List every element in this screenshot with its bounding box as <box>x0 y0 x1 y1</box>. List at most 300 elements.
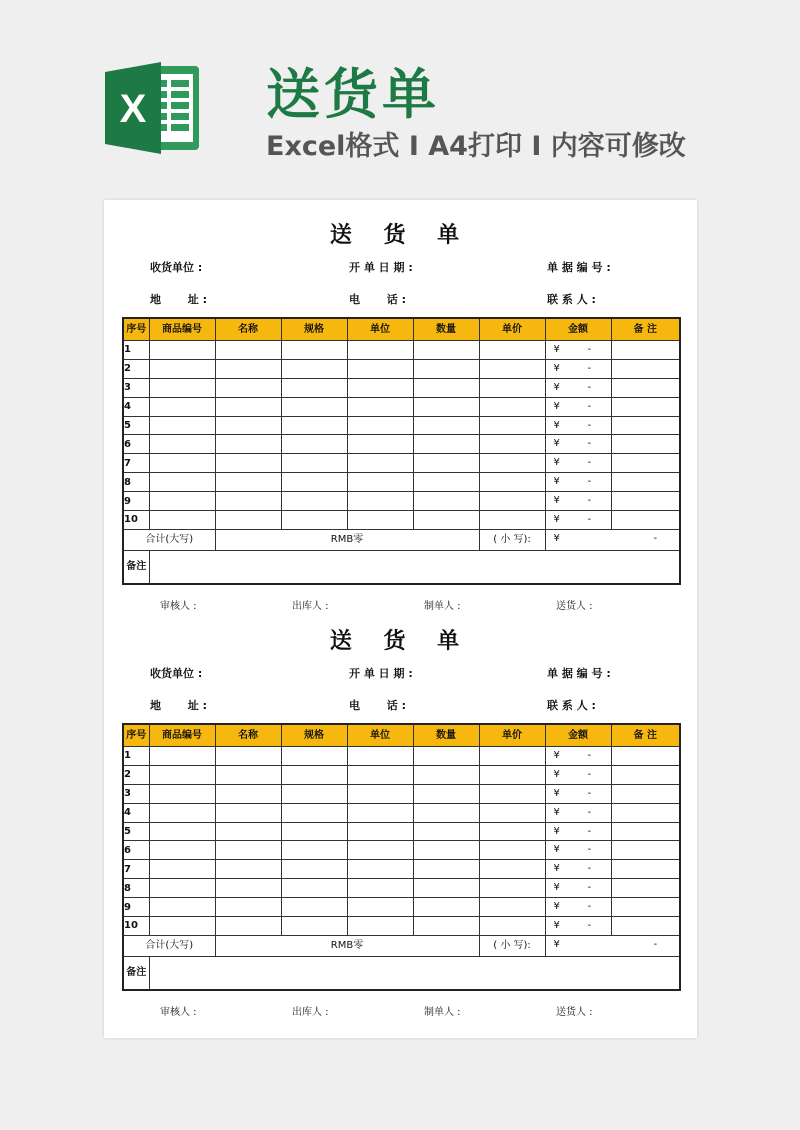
amount-cell[interactable] <box>545 378 611 397</box>
row-number: 3 <box>123 378 149 397</box>
column-header: 规格 <box>281 318 347 341</box>
row-number: 10 <box>123 917 149 936</box>
table-cell[interactable] <box>347 747 413 766</box>
table-cell[interactable] <box>149 378 215 397</box>
column-header: 单价 <box>479 724 545 747</box>
column-header: 商品编号 <box>149 724 215 747</box>
amount-dash: - <box>587 882 592 894</box>
table-cell[interactable] <box>479 822 545 841</box>
deliverer-label: 送货人 : <box>556 1007 593 1018</box>
remark-cell[interactable] <box>611 765 680 784</box>
table-cell[interactable] <box>413 822 479 841</box>
table-cell[interactable] <box>215 784 281 803</box>
page-subtitle: Excel格式 I A4打印 I 内容可修改 <box>266 131 686 162</box>
doc-no-label: 单 据 编 号 : <box>547 667 611 680</box>
table-cell[interactable] <box>347 511 413 530</box>
table-cell[interactable] <box>149 803 215 822</box>
doc-no-label: 单 据 编 号 : <box>547 261 611 274</box>
table-cell[interactable] <box>479 747 545 766</box>
table-cell[interactable] <box>347 473 413 492</box>
remark-label: 备注 <box>123 956 149 990</box>
amount-cell[interactable] <box>545 511 611 530</box>
date-label: 开 单 日 期 : <box>349 261 413 274</box>
contact-label: 联 系 人 : <box>547 699 596 712</box>
total-dash: - <box>653 532 658 544</box>
table-cell[interactable] <box>215 511 281 530</box>
contact-label: 联 系 人 : <box>547 293 596 306</box>
table-row <box>123 341 680 360</box>
remark-cell[interactable] <box>611 803 680 822</box>
table-cell[interactable] <box>149 765 215 784</box>
table-cell[interactable] <box>215 879 281 898</box>
table-row <box>123 435 680 454</box>
row-number: 9 <box>123 492 149 511</box>
table-cell[interactable] <box>215 397 281 416</box>
amount-cell[interactable] <box>545 879 611 898</box>
column-header: 单位 <box>347 724 413 747</box>
table-row <box>123 822 680 841</box>
table-row <box>123 359 680 378</box>
remark-cell[interactable] <box>611 841 680 860</box>
table-cell[interactable] <box>479 454 545 473</box>
table-cell[interactable] <box>281 416 347 435</box>
total-row <box>123 935 680 956</box>
table-row <box>123 898 680 917</box>
total-rmb[interactable]: RMB零 <box>215 935 479 956</box>
table-cell[interactable] <box>281 397 347 416</box>
remark-cell[interactable] <box>611 397 680 416</box>
remark-cell[interactable] <box>611 435 680 454</box>
reviewer-label: 审核人 : <box>160 1007 197 1018</box>
table-cell[interactable] <box>281 378 347 397</box>
table-cell[interactable] <box>215 435 281 454</box>
table-cell[interactable] <box>215 841 281 860</box>
table-cell[interactable] <box>413 917 479 936</box>
table-cell[interactable] <box>215 803 281 822</box>
table-cell[interactable] <box>281 341 347 360</box>
phone-label: 电 话 : <box>349 293 407 306</box>
table-cell[interactable] <box>281 860 347 879</box>
column-header: 金额 <box>545 318 611 341</box>
table-cell[interactable] <box>347 898 413 917</box>
table-cell[interactable] <box>479 416 545 435</box>
table-cell[interactable] <box>215 822 281 841</box>
table-cell[interactable] <box>149 473 215 492</box>
deliverer-label: 送货人 : <box>556 601 593 612</box>
amount-cell[interactable] <box>545 747 611 766</box>
remark-cell[interactable] <box>611 898 680 917</box>
amount-dash: - <box>587 457 592 469</box>
table-cell[interactable] <box>281 822 347 841</box>
table-row <box>123 765 680 784</box>
warehouse-label: 出库人 : <box>292 601 329 612</box>
table-cell[interactable] <box>281 898 347 917</box>
currency-symbol: ¥ <box>553 344 560 355</box>
remark-cell[interactable] <box>611 860 680 879</box>
amount-dash: - <box>587 514 592 526</box>
total-rmb[interactable]: RMB零 <box>215 529 479 550</box>
table-cell[interactable] <box>479 435 545 454</box>
table-cell[interactable] <box>281 359 347 378</box>
currency-symbol: ¥ <box>553 806 560 818</box>
table-cell[interactable] <box>347 341 413 360</box>
row-number: 1 <box>123 747 149 766</box>
amount-dash: - <box>587 863 592 875</box>
table-cell[interactable] <box>479 860 545 879</box>
table-cell[interactable] <box>413 378 479 397</box>
table-cell[interactable] <box>149 435 215 454</box>
remark-cell[interactable] <box>611 822 680 841</box>
table-cell[interactable] <box>479 511 545 530</box>
currency-symbol: ¥ <box>553 863 560 875</box>
amount-cell[interactable] <box>545 841 611 860</box>
currency-symbol: ¥ <box>553 825 560 837</box>
excel-icon <box>103 58 203 158</box>
table-cell[interactable] <box>347 492 413 511</box>
amount-cell[interactable] <box>545 492 611 511</box>
table-row <box>123 454 680 473</box>
amount-dash: - <box>587 750 592 761</box>
table-cell[interactable] <box>281 492 347 511</box>
reviewer-label: 审核人 : <box>160 601 197 612</box>
goods-table <box>122 317 681 585</box>
table-cell[interactable] <box>347 784 413 803</box>
table-row <box>123 747 680 766</box>
remark-field[interactable] <box>149 550 680 584</box>
table-cell[interactable] <box>149 747 215 766</box>
phone-label: 电 话 : <box>349 699 407 712</box>
column-header: 金额 <box>545 724 611 747</box>
table-cell[interactable] <box>281 454 347 473</box>
remark-cell[interactable] <box>611 454 680 473</box>
currency-symbol: ¥ <box>553 920 560 932</box>
remark-cell[interactable] <box>611 473 680 492</box>
table-cell[interactable] <box>215 898 281 917</box>
remark-cell[interactable] <box>611 492 680 511</box>
total-small-label: ( 小 写): <box>479 529 545 550</box>
row-number: 8 <box>123 879 149 898</box>
row-number: 1 <box>123 341 149 360</box>
remark-cell[interactable] <box>611 359 680 378</box>
currency-symbol: ¥ <box>553 400 560 412</box>
row-number: 10 <box>123 511 149 530</box>
amount-cell[interactable] <box>545 898 611 917</box>
currency-symbol: ¥ <box>553 787 560 799</box>
table-cell[interactable] <box>281 511 347 530</box>
column-header: 序号 <box>123 318 149 341</box>
remark-field[interactable] <box>149 956 680 990</box>
table-cell[interactable] <box>479 397 545 416</box>
currency-symbol: ¥ <box>553 901 560 913</box>
amount-cell[interactable] <box>545 860 611 879</box>
table-cell[interactable] <box>215 416 281 435</box>
table-cell[interactable] <box>281 473 347 492</box>
table-cell[interactable] <box>281 747 347 766</box>
table-cell[interactable] <box>215 492 281 511</box>
table-cell[interactable] <box>479 359 545 378</box>
remark-cell[interactable] <box>611 378 680 397</box>
table-cell[interactable] <box>281 784 347 803</box>
remark-label: 备注 <box>123 550 149 584</box>
row-number: 6 <box>123 841 149 860</box>
table-cell[interactable] <box>281 879 347 898</box>
currency-symbol: ¥ <box>553 419 560 431</box>
table-cell[interactable] <box>413 341 479 360</box>
amount-cell[interactable] <box>545 397 611 416</box>
amount-dash: - <box>587 495 592 507</box>
table-cell[interactable] <box>347 765 413 784</box>
maker-label: 制单人 : <box>424 601 461 612</box>
table-cell[interactable] <box>347 879 413 898</box>
currency-symbol: ¥ <box>553 457 560 469</box>
row-number: 3 <box>123 784 149 803</box>
remark-cell[interactable] <box>611 341 680 360</box>
amount-cell[interactable] <box>545 435 611 454</box>
table-cell[interactable] <box>413 397 479 416</box>
table-header-row <box>123 724 680 747</box>
table-row <box>123 492 680 511</box>
table-cell[interactable] <box>479 765 545 784</box>
table-cell[interactable] <box>149 397 215 416</box>
table-cell[interactable] <box>215 454 281 473</box>
table-header-row <box>123 318 680 341</box>
table-cell[interactable] <box>479 879 545 898</box>
table-row <box>123 784 680 803</box>
warehouse-label: 出库人 : <box>292 1007 329 1018</box>
table-row <box>123 378 680 397</box>
amount-cell[interactable] <box>545 454 611 473</box>
amount-cell[interactable] <box>545 822 611 841</box>
currency-symbol: ¥ <box>553 882 560 894</box>
table-cell[interactable] <box>281 435 347 454</box>
form-title: 送 货 单 <box>329 629 472 654</box>
currency-symbol: ¥ <box>553 476 560 488</box>
table-cell[interactable] <box>413 473 479 492</box>
currency-symbol: ¥ <box>553 938 560 950</box>
column-header: 数量 <box>413 724 479 747</box>
table-cell[interactable] <box>281 803 347 822</box>
table-cell[interactable] <box>149 841 215 860</box>
table-cell[interactable] <box>149 511 215 530</box>
table-cell[interactable] <box>479 378 545 397</box>
currency-symbol: ¥ <box>553 768 560 780</box>
table-cell[interactable] <box>347 822 413 841</box>
table-row <box>123 397 680 416</box>
table-cell[interactable] <box>479 473 545 492</box>
amount-cell[interactable] <box>545 359 611 378</box>
table-cell[interactable] <box>215 378 281 397</box>
total-amount[interactable] <box>545 529 680 550</box>
remark-row <box>123 550 680 584</box>
table-cell[interactable] <box>413 898 479 917</box>
amount-dash: - <box>587 438 592 450</box>
remark-cell[interactable] <box>611 747 680 766</box>
receiver-label: 收货单位 : <box>150 261 203 274</box>
currency-symbol: ¥ <box>553 381 560 393</box>
table-cell[interactable] <box>413 435 479 454</box>
table-cell[interactable] <box>215 341 281 360</box>
currency-symbol: ¥ <box>553 844 560 856</box>
column-header: 名称 <box>215 724 281 747</box>
table-row <box>123 416 680 435</box>
paper-sheet <box>104 200 697 1038</box>
row-number: 9 <box>123 898 149 917</box>
amount-dash: - <box>587 920 592 932</box>
total-small-label: ( 小 写): <box>479 935 545 956</box>
amount-cell[interactable] <box>545 473 611 492</box>
table-cell[interactable] <box>149 917 215 936</box>
currency-symbol: ¥ <box>553 514 560 526</box>
excel-logo-letter: X <box>119 87 147 131</box>
table-cell[interactable] <box>215 747 281 766</box>
row-number: 6 <box>123 435 149 454</box>
address-label: 地 址 : <box>150 293 208 306</box>
table-cell[interactable] <box>413 359 479 378</box>
column-header: 单价 <box>479 318 545 341</box>
page-title: 送货单 <box>266 63 440 126</box>
column-header: 序号 <box>123 724 149 747</box>
row-number: 2 <box>123 765 149 784</box>
form-title: 送 货 单 <box>329 223 472 248</box>
currency-symbol: ¥ <box>553 750 560 761</box>
amount-cell[interactable] <box>545 341 611 360</box>
table-cell[interactable] <box>413 511 479 530</box>
table-cell[interactable] <box>413 416 479 435</box>
column-header: 数量 <box>413 318 479 341</box>
table-cell[interactable] <box>479 803 545 822</box>
amount-dash: - <box>587 419 592 431</box>
table-cell[interactable] <box>479 784 545 803</box>
remark-cell[interactable] <box>611 416 680 435</box>
table-cell[interactable] <box>413 492 479 511</box>
table-row <box>123 841 680 860</box>
table-cell[interactable] <box>149 879 215 898</box>
table-cell[interactable] <box>149 454 215 473</box>
amount-dash: - <box>587 825 592 837</box>
currency-symbol: ¥ <box>553 495 560 507</box>
table-cell[interactable] <box>347 359 413 378</box>
table-cell[interactable] <box>413 803 479 822</box>
goods-table <box>122 723 681 991</box>
table-cell[interactable] <box>479 898 545 917</box>
amount-dash: - <box>587 400 592 412</box>
table-cell[interactable] <box>149 492 215 511</box>
row-number: 8 <box>123 473 149 492</box>
amount-dash: - <box>587 844 592 856</box>
table-cell[interactable] <box>413 747 479 766</box>
table-cell[interactable] <box>413 784 479 803</box>
table-row <box>123 803 680 822</box>
table-cell[interactable] <box>479 341 545 360</box>
table-cell[interactable] <box>149 822 215 841</box>
column-header: 名称 <box>215 318 281 341</box>
table-cell[interactable] <box>281 917 347 936</box>
table-cell[interactable] <box>215 765 281 784</box>
column-header: 单位 <box>347 318 413 341</box>
amount-cell[interactable] <box>545 784 611 803</box>
amount-dash: - <box>587 806 592 818</box>
table-cell[interactable] <box>149 860 215 879</box>
column-header: 商品编号 <box>149 318 215 341</box>
maker-label: 制单人 : <box>424 1007 461 1018</box>
table-cell[interactable] <box>347 378 413 397</box>
amount-dash: - <box>587 476 592 488</box>
table-cell[interactable] <box>149 898 215 917</box>
table-cell[interactable] <box>215 473 281 492</box>
table-cell[interactable] <box>347 416 413 435</box>
amount-dash: - <box>587 362 592 374</box>
remark-cell[interactable] <box>611 784 680 803</box>
table-cell[interactable] <box>413 841 479 860</box>
table-row <box>123 879 680 898</box>
table-cell[interactable] <box>149 359 215 378</box>
table-cell[interactable] <box>479 841 545 860</box>
table-cell[interactable] <box>215 917 281 936</box>
table-cell[interactable] <box>149 341 215 360</box>
remark-cell[interactable] <box>611 917 680 936</box>
table-cell[interactable] <box>479 492 545 511</box>
amount-cell[interactable] <box>545 765 611 784</box>
total-label: 合计(大写) <box>123 935 215 956</box>
remark-cell[interactable] <box>611 879 680 898</box>
table-cell[interactable] <box>413 454 479 473</box>
table-row <box>123 511 680 530</box>
table-cell[interactable] <box>479 917 545 936</box>
table-cell[interactable] <box>149 784 215 803</box>
column-header: 备 注 <box>611 318 680 341</box>
table-cell[interactable] <box>149 416 215 435</box>
amount-dash: - <box>587 787 592 799</box>
total-dash: - <box>653 938 658 950</box>
column-header: 规格 <box>281 724 347 747</box>
table-cell[interactable] <box>347 841 413 860</box>
row-number: 5 <box>123 416 149 435</box>
remark-row <box>123 956 680 990</box>
table-cell[interactable] <box>281 841 347 860</box>
table-cell[interactable] <box>347 454 413 473</box>
table-cell[interactable] <box>215 359 281 378</box>
currency-symbol: ¥ <box>553 532 560 544</box>
amount-dash: - <box>587 344 592 355</box>
table-cell[interactable] <box>347 803 413 822</box>
row-number: 7 <box>123 454 149 473</box>
amount-cell[interactable] <box>545 917 611 936</box>
amount-dash: - <box>587 768 592 780</box>
header <box>0 0 800 200</box>
row-number: 2 <box>123 359 149 378</box>
amount-dash: - <box>587 381 592 393</box>
address-label: 地 址 : <box>150 699 208 712</box>
table-cell[interactable] <box>347 435 413 454</box>
remark-cell[interactable] <box>611 511 680 530</box>
table-cell[interactable] <box>215 860 281 879</box>
table-row <box>123 860 680 879</box>
table-cell[interactable] <box>413 860 479 879</box>
table-cell[interactable] <box>413 765 479 784</box>
amount-cell[interactable] <box>545 416 611 435</box>
table-cell[interactable] <box>347 860 413 879</box>
total-row <box>123 529 680 550</box>
table-cell[interactable] <box>347 397 413 416</box>
table-row <box>123 473 680 492</box>
amount-cell[interactable] <box>545 803 611 822</box>
date-label: 开 单 日 期 : <box>349 667 413 680</box>
table-cell[interactable] <box>413 879 479 898</box>
table-cell[interactable] <box>281 765 347 784</box>
amount-dash: - <box>587 901 592 913</box>
total-amount[interactable] <box>545 935 680 956</box>
table-cell[interactable] <box>347 917 413 936</box>
